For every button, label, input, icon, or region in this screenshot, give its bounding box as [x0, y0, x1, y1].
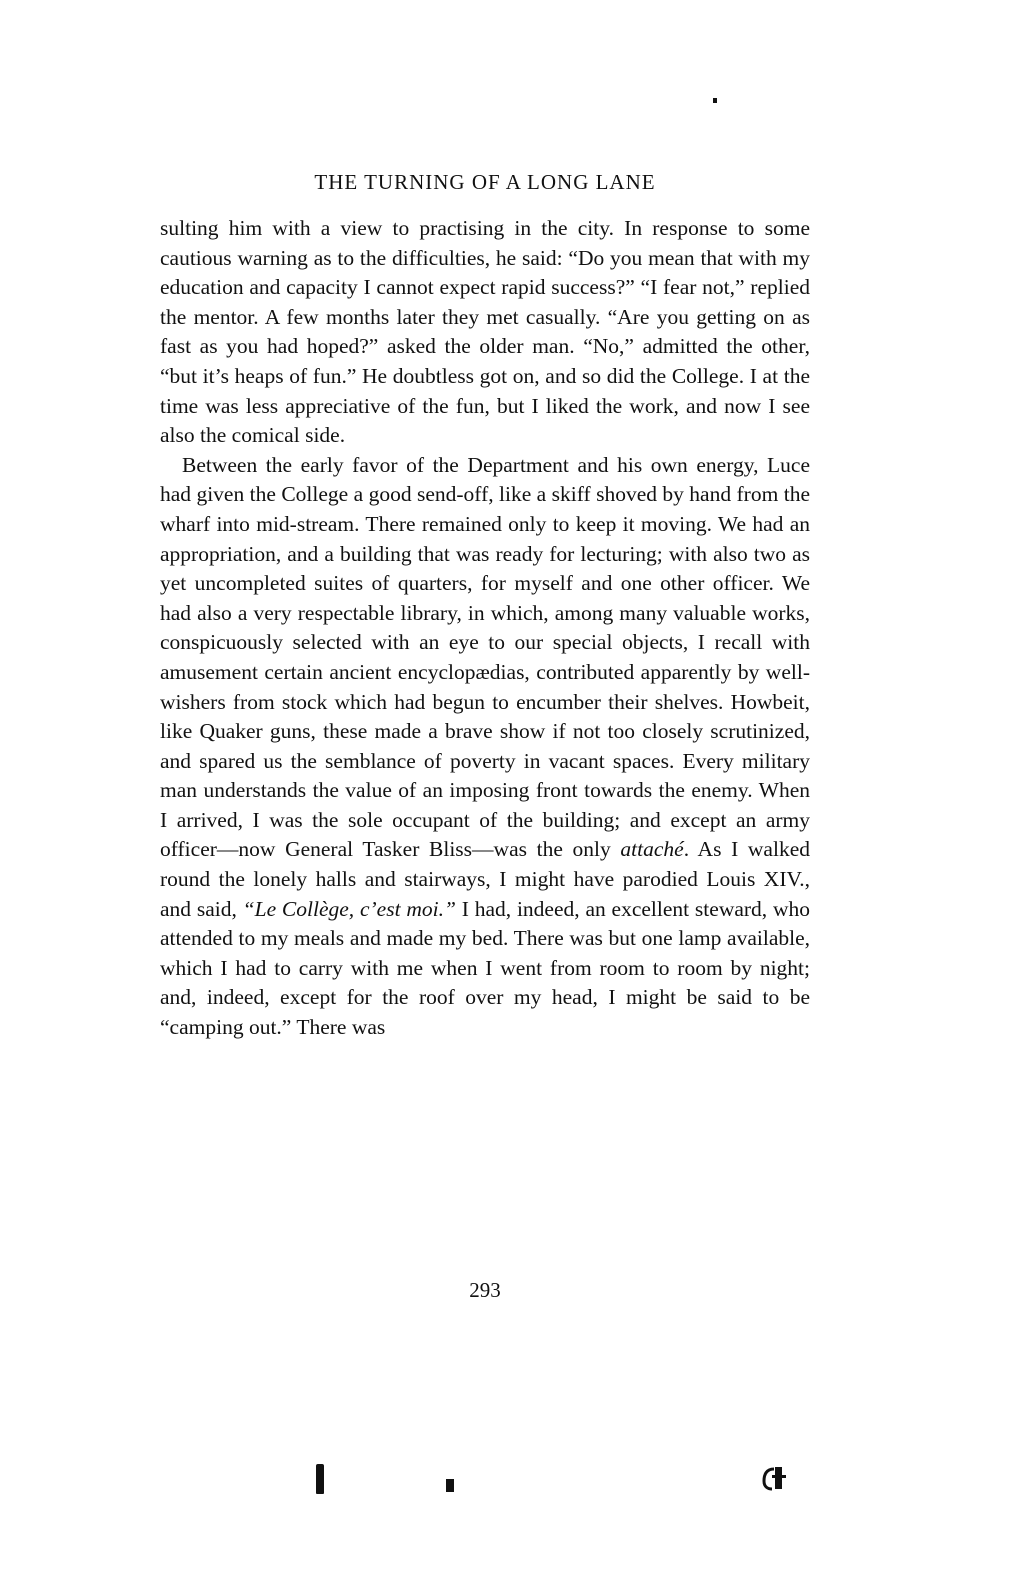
body-text [160, 214, 810, 1043]
running-head: THE TURNING OF A LONG LANE [314, 170, 656, 194]
italic-attache: attaché [620, 837, 684, 862]
ink-speck [713, 98, 717, 103]
scan-artifact-left [316, 1464, 324, 1494]
paragraph-2 [160, 451, 810, 1043]
scan-artifact-right [762, 1465, 788, 1491]
page-number: 293 [469, 1278, 501, 1302]
italic-quote: “Le Collège, c’est moi.” [242, 896, 456, 921]
paragraph-1: sulting him with a view to practising in the city. In response to some cautious warning as to the difficulties, he said: “Do you mean that with my education and capacity I cannot expect rapid success?” “I fear not,” replied the mentor. A few months later they met casually. “Are you getting on as fast as you had hoped?” asked the older man. “No,” admitted the other, “but it’s heaps of fun.” He doubtless got on, and so did the College. I at the time was less appreciative of the fun, but I liked the work, and now I see also the comical side. [160, 216, 810, 448]
scan-artifact-middle [446, 1479, 454, 1492]
paragraph-2-text-a: Between the early favor of the Department and his own energy, Luce had given the College a good send-off, like a skiff shoved by hand from the wharf into mid-stream. There remained only to keep it moving. We had an appropriation, and a building that was ready for lecturing; with also two as yet uncompleted suites of quarters, for myself and one other officer. We had also a very respectable library, in which, among many valuable works, conspicuously selected with an eye to our special objects, I recall with amusement certain ancient encyclopædias, contributed apparently by well-wishers from stock which had begun to encumber their shelves. Howbeit, like Quaker guns, these made a brave show if not too closely scrutinized, and spared us the semblance of poverty in vacant spaces. Every military man understands the value of an imposing front towards the enemy. When I arrived, I was the sole occupant of the building; and except an army officer—now General Tasker Bliss—was the only [160, 452, 810, 862]
paragraph-2-text-b: . As I walked round the lonely halls and stairways, I might have parodied Louis XIV., and said, [160, 837, 810, 921]
paragraph-2-text-c: I had, indeed, an excellent steward, who attended to my meals and made my bed. There was but one lamp available, which I had to carry with me when I went from room to room by night; and, indeed, except for the roof over my head, I might be said to be “camping out.” There was [160, 896, 811, 1040]
